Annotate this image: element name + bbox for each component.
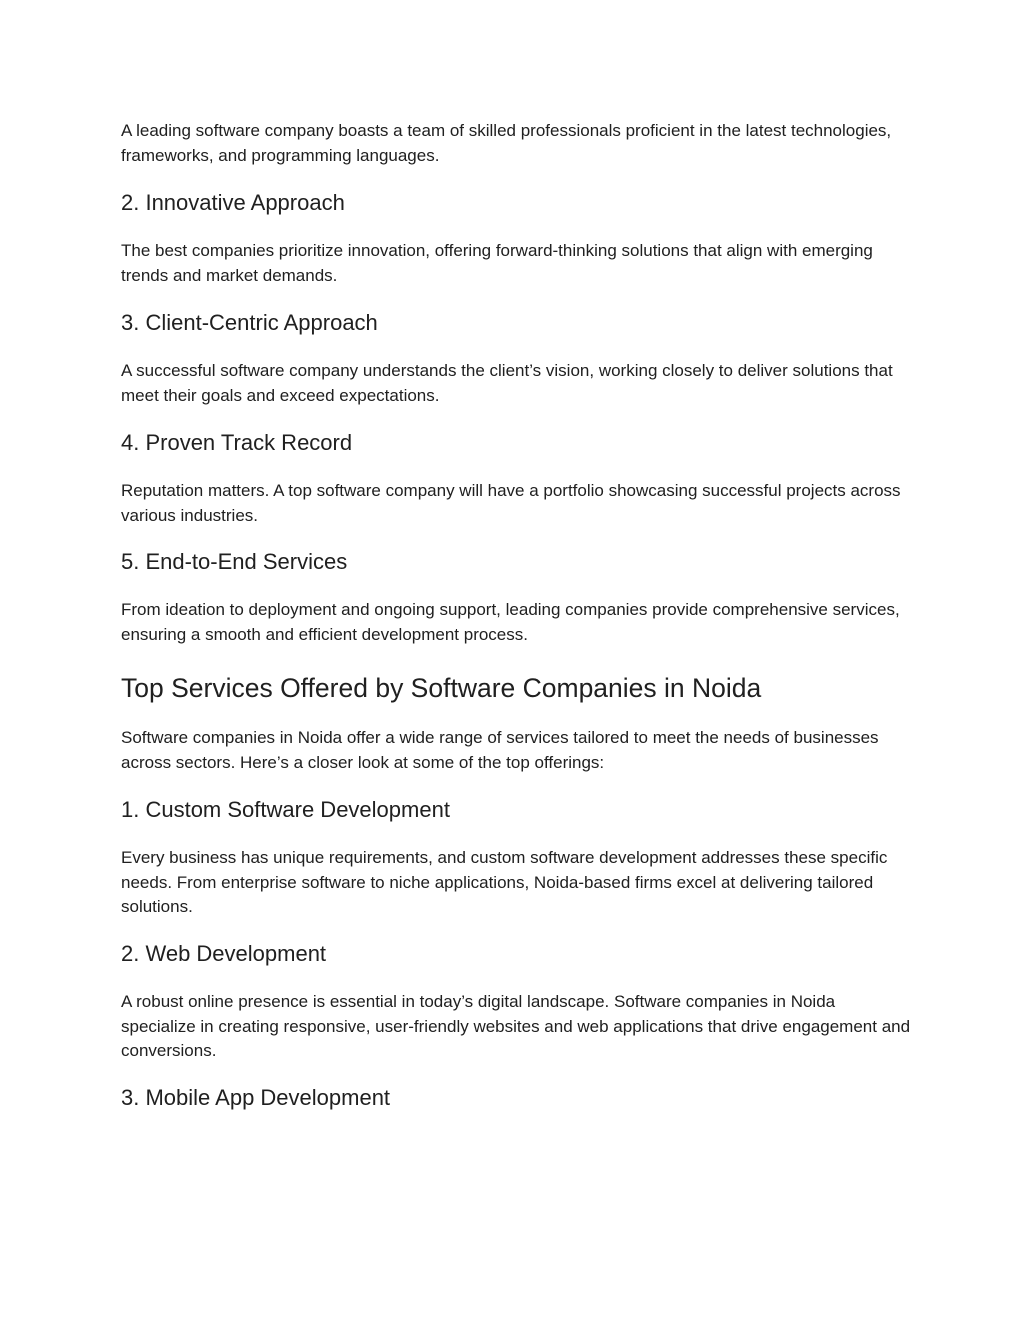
heading-client-centric-approach: 3. Client-Centric Approach: [121, 310, 378, 335]
paragraph-proven-track-record: Reputation matters. A top software company will have a portfolio showcasing successful projects across various industries.: [121, 481, 901, 525]
paragraph-client-centric-approach: A successful software company understands the client’s vision, working closely to deliver solutions that meet their goals and exceed expectations.: [121, 361, 893, 405]
heading-custom-software-development: 1. Custom Software Development: [121, 797, 450, 822]
heading-end-to-end-services: 5. End-to-End Services: [121, 549, 348, 574]
paragraph-top-services-intro: Software companies in Noida offer a wide range of services tailored to meet the needs of businesses across sectors. Here’s a closer look at some of the top offerings:: [121, 728, 879, 772]
heading-innovative-approach: 2. Innovative Approach: [121, 190, 345, 215]
paragraph-custom-software-development: Every business has unique requirements, and custom software development addresses these specific needs. From enterprise software to niche applications, Noida-based firms excel at delivering tailored solutions.: [121, 848, 888, 916]
paragraph-end-to-end-services: From ideation to deployment and ongoing support, leading companies provide comprehensive services, ensuring a smooth and efficient development process.: [121, 600, 900, 644]
paragraph-innovative-approach: The best companies prioritize innovation, offering forward-thinking solutions that align with emerging trends and market demands.: [121, 241, 873, 285]
section-heading-top-services: Top Services Offered by Software Companies in Noida: [121, 673, 762, 703]
heading-proven-track-record: 4. Proven Track Record: [121, 430, 353, 455]
paragraph-web-development: A robust online presence is essential in today’s digital landscape. Software companies in Noida specialize in creating responsive, user-friendly websites and web applications that drive engagement and conversions.: [121, 992, 911, 1060]
heading-mobile-app-development: 3. Mobile App Development: [121, 1085, 391, 1110]
heading-web-development: 2. Web Development: [121, 941, 327, 966]
paragraph-skilled-team: A leading software company boasts a team of skilled professionals proficient in the latest technologies, frameworks, and programming languages.: [121, 121, 892, 165]
